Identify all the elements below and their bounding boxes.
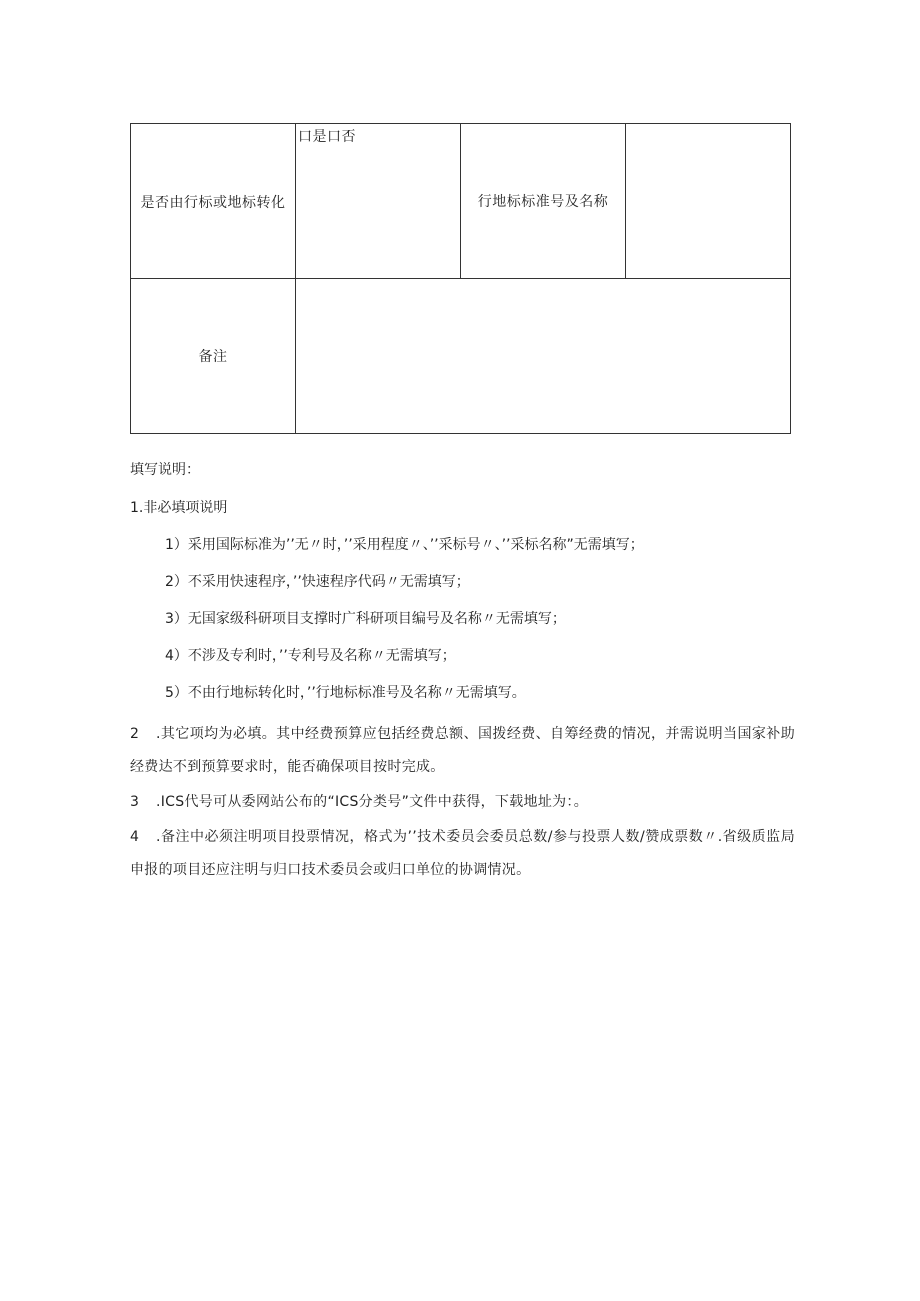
paragraph-number: 4 bbox=[130, 829, 140, 845]
standard-number-label: 行地标标准号及名称 bbox=[461, 124, 626, 279]
instruction-paragraph-4 bbox=[130, 821, 795, 887]
project-form-table bbox=[130, 123, 791, 434]
instruction-paragraph-2 bbox=[130, 718, 795, 784]
instruction-paragraph-3 bbox=[130, 786, 795, 819]
yes-no-options: 口是口否 bbox=[298, 129, 356, 145]
instruction-item: 2）不采用快速程序，’’快速程序代码〃无需填写； bbox=[165, 574, 470, 590]
instruction-item: 3）无国家级科研项目支撑时广科研项目编号及名称〃无需填写； bbox=[165, 611, 566, 627]
paragraph-text: .ICS代号可从委网站公布的“ICS分类号”文件中获得，下载地址为：。 bbox=[156, 794, 589, 810]
paragraph-number: 2 bbox=[130, 726, 140, 742]
section-1-title: 1.非必填项说明 bbox=[130, 500, 228, 516]
instruction-item: 4）不涉及专利时，’’专利号及名称〃无需填写； bbox=[165, 648, 456, 664]
remarks-field[interactable] bbox=[296, 279, 791, 434]
remarks-label: 备注 bbox=[131, 279, 296, 434]
remarks-row bbox=[131, 279, 791, 434]
paragraph-text: .其它项均为必填。其中经费预算应包括经费总额、国拨经费、自筹经费的情况，并需说明当国家补助经费达不到预算要求时，能否确保项目按时完成。 bbox=[130, 726, 795, 775]
instruction-item: 5）不由行地标转化时，’’行地标标准号及名称〃无需填写。 bbox=[165, 685, 526, 701]
instructions-heading: 填写说明： bbox=[130, 462, 200, 478]
paragraph-number: 3 bbox=[130, 794, 140, 810]
instructions bbox=[130, 458, 795, 887]
conversion-label: 是否由行标或地标转化 bbox=[131, 124, 296, 279]
instruction-item: 1）采用国际标准为’’无〃时，’’采用程度〃、’’采标号〃、’’采标名称”无需填写； bbox=[165, 537, 644, 553]
conversion-yes-no-field[interactable] bbox=[296, 124, 461, 279]
paragraph-text: .备注中必须注明项目投票情况，格式为’’技术委员会委员总数/参与投票人数/赞成票数〃.省级质监局申报的项目还应注明与归口技术委员会或归口单位的协调情况。 bbox=[130, 829, 795, 878]
standard-number-field[interactable] bbox=[626, 124, 791, 279]
conversion-row bbox=[131, 124, 791, 279]
